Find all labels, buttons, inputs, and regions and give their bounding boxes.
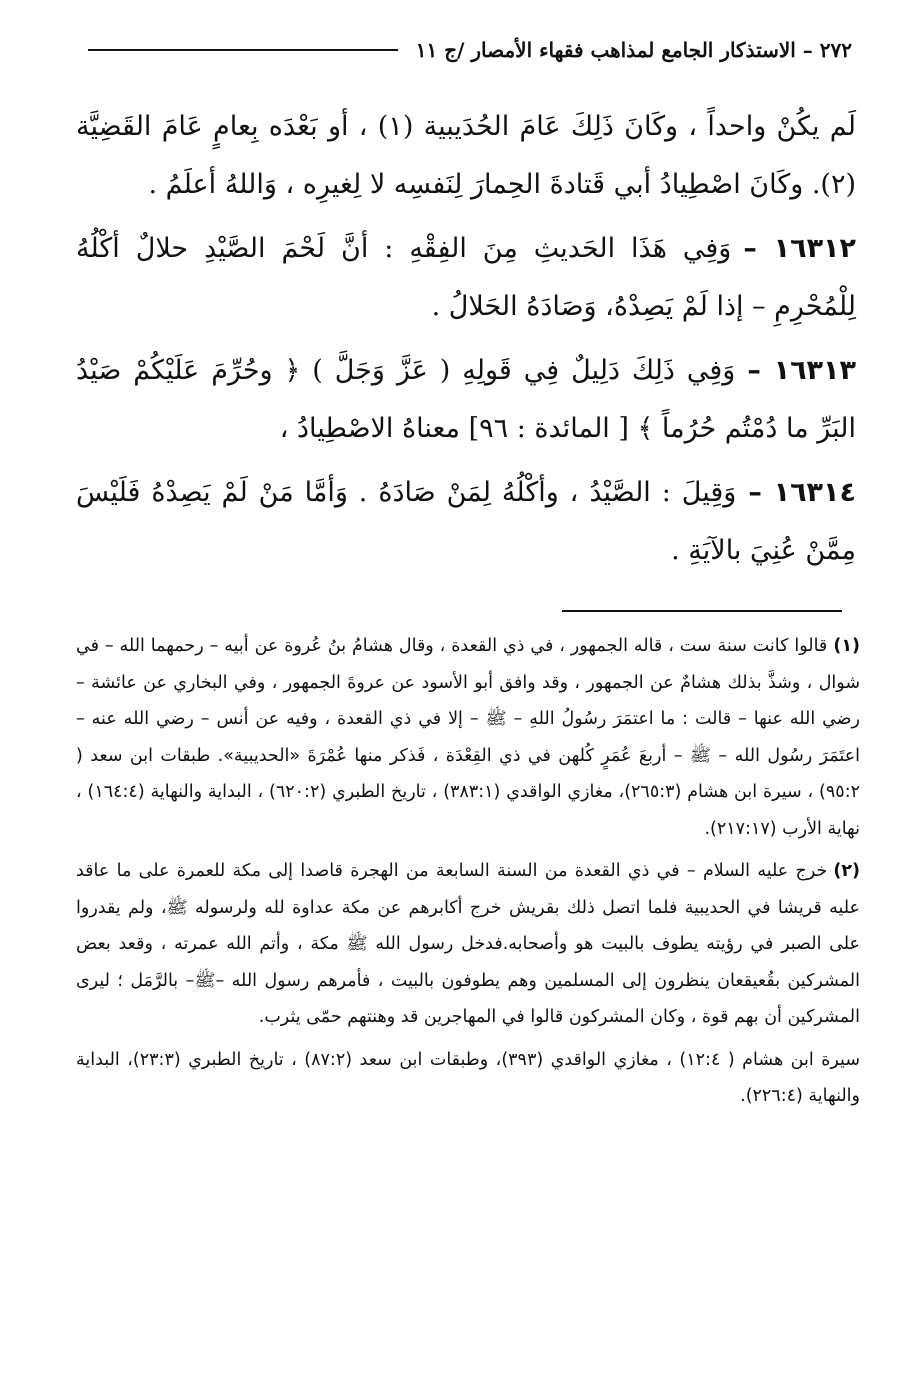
footnote-2: [76, 853, 860, 1036]
footnote-separator: [562, 610, 842, 612]
footnote-1: [76, 628, 860, 847]
footnotes: [76, 628, 860, 1115]
footnote-number: (١): [833, 636, 860, 656]
intro-paragraph: لَم يكُنْ واحداً ، وكَانَ ذَلِكَ عَامَ الحُدَيبية (١) ، أو بَعْدَه بِعامٍ عَامَ القَضِيَّة (٢). وكَانَ اصْطِيادُ أبي قَتادةَ الحِمارَ لِنَفسِه لا لِغيرِه ، وَاللهُ أعلَمُ .: [76, 111, 856, 200]
footnote-2-sources: سيرة ابن هشام ( ١٢:٤) ، مغازي الواقدي (٣٩٣)، وطبقات ابن سعد (٨٧:٢) ، تاريخ الطبري (٢٣:٣)، البداية والنهاية (٢٢٦:٤).: [76, 1049, 860, 1106]
footnote-text: خرج عليه السلام – في ذي القعدة من السنة السابعة من الهجرة قاصدا إلى مكة للعمرة على ما عاقد عليه قريشا في الحديبية فلما اتصل ذلك بقريش خرج أكابرهم عن مكة عداوة لله ولرسوله ﷺ، ولم يقدروا على الصبر في رؤيته يطوف بالبيت هو وأصحابه.فدخل رسول الله ﷺ مكة ، وأتم الله عمرته ، وقعد بعض المشركين بقُعيقعان ينظرون إلى المسلمين وهم يطوفون بالبيت ، فأمرهم رسول الله –ﷺ– بالرَّمَل ؛ ليرى المشركين أن بهم قوة ، وكان المشركون قالوا في المهاجرين قد وهنتهم حمّى يثرب.: [76, 861, 860, 1027]
paragraph-16312: [76, 220, 856, 336]
paragraph-text: وَفِي هَذَا الحَديثِ مِنَ الفِقْهِ : أنَّ لَحْمَ الصَّيْدِ حلالٌ أكْلُهُ لِلْمُحْرِمِ – إذا لَمْ يَصِدْهُ، وَصَادَهُ الحَلالُ .: [76, 233, 856, 322]
paragraph-16314: [76, 464, 856, 580]
footnote-text: قالوا كانت سنة ست ، قاله الجمهور ، في ذي القعدة ، وقال هشامُ بنُ عُروة عن أبيه – رحمهما الله – في شوال ، وشذَّ بذلك هشامٌ عن الجمهور ، وقد وافق أبو الأسود عن عروةَ الجمهور ، وفي البخاري عن عائشة – رضي الله عنها – قالت : ما اعتمَرَ رسُولُ اللهِ – ﷺ – إلا في ذي القعدة ، وفيه عن أنس – رضي الله عنه – اعتَمَرَ رسُول الله – ﷺ – أربعَ عُمَرٍ كُلهن في ذي القِعْدَة ، فَذكر منها عُمْرَةَ «الحديبية». طبقات ابن سعد ( ٩٥:٢) ، سيرة ابن هشام (٢٦٥:٣)، مغازي الواقدي (٣٨٣:١) ، تاريخ الطبري (٦٢٠:٢) ، البداية والنهاية (١٦٤:٤) ، نهاية الأرب (٢١٧:١٧).: [76, 636, 860, 839]
paragraph-number: ١٦٣١٤ –: [748, 477, 856, 508]
paragraph-16313: [76, 342, 856, 458]
paragraph-number: ١٦٣١٣ –: [747, 355, 856, 386]
paragraph-text: وَقِيلَ : الصَّيْدُ ، وأكْلُهُ لِمَنْ صَادَهُ . وَأمَّا مَنْ لَمْ يَصِدْهُ فَلَيْسَ مِمَّنْ عُنِيَ بالآيَةِ .: [76, 477, 856, 566]
main-text: [76, 98, 856, 586]
paragraph-number: ١٦٣١٢ –: [743, 233, 857, 264]
paragraph-text: وَفِي ذَلِكَ دَلِيلٌ فِي قَولِهِ ( عَزَّ وَجَلَّ ) ﴿ وحُرِّمَ عَلَيْكُمْ صَيْدُ البَرِّ ما دُمْتُم حُرُماً ﴾ [ المائدة : ٩٦] معناهُ الاصْطِيادُ ،: [76, 355, 856, 444]
header-rule: [88, 49, 398, 51]
footnote-number: (٢): [833, 861, 860, 881]
running-header-title: ٢٧٢ – الاستذكار الجامع لمذاهب فقهاء الأمصار /ج ١١: [415, 38, 852, 62]
page-header: [88, 38, 852, 62]
